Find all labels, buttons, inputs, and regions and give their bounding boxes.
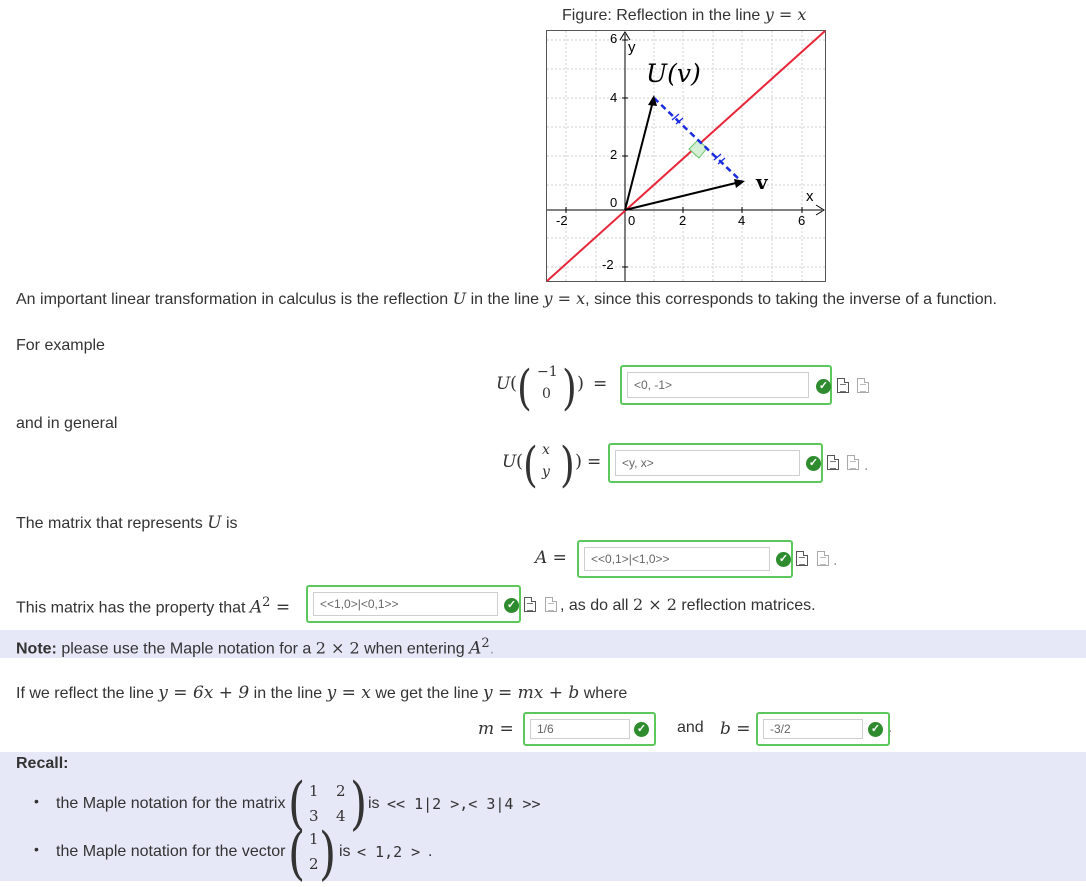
intro-text-1: An important linear transformation in calculus is the reflection — [16, 291, 453, 308]
note-size: 2 × 2 — [315, 638, 360, 658]
reflect-and: and — [677, 719, 704, 736]
reflect-m-check-icon: ✓ — [634, 722, 649, 737]
recall-bullet-1: • — [34, 793, 39, 809]
recall-m21: 3 — [309, 807, 319, 825]
general-check-icon: ✓ — [806, 456, 821, 471]
recall-v1: 1 — [309, 830, 319, 848]
example-bigparen-close: ) — [562, 360, 577, 415]
recall-matrix-paren-close: ) — [350, 771, 368, 838]
recall-m12: 2 — [336, 782, 346, 800]
matrix-answer-box — [577, 540, 793, 578]
recall-item-1-is: is — [368, 795, 380, 812]
property-answer-box — [306, 585, 521, 623]
general-expression — [502, 437, 610, 492]
example-label: For example — [16, 337, 105, 354]
reflect-eq3: y = mx + b — [482, 683, 580, 703]
property-sup: 2 — [262, 595, 271, 610]
tick-label-x-0: 0 — [628, 213, 636, 228]
general-paren-close: ) — [575, 451, 583, 472]
recall-vector-paren-open: ( — [288, 821, 306, 887]
example-vec-top: −1 — [537, 364, 558, 380]
tick-label-x-4: 4 — [738, 213, 746, 228]
property-answer-input[interactable] — [313, 592, 498, 616]
note-sup: 2 — [481, 636, 490, 651]
axis-label-y: y — [628, 39, 636, 56]
intro-text-2: in the line — [466, 291, 544, 308]
label-u-of-v: U(v) — [646, 59, 701, 88]
property-tail — [560, 595, 816, 615]
general-vec-top: x — [542, 442, 550, 458]
property-document-icon[interactable] — [545, 597, 557, 612]
matrix-check-icon: ✓ — [776, 552, 791, 567]
tick-label-x-6: 6 — [798, 213, 806, 228]
matrix-text-2: is — [221, 515, 238, 532]
general-bigparen-open: ( — [523, 437, 538, 492]
example-bigparen-open: ( — [517, 360, 532, 415]
recall-title: Recall: — [16, 755, 69, 772]
recall-vector — [288, 821, 337, 887]
matrix-document-icon[interactable] — [817, 551, 829, 566]
note-bold: Note: — [16, 640, 57, 658]
reflect-text-1: If we reflect the line — [16, 685, 159, 702]
tick-label-y-neg2: -2 — [602, 257, 614, 272]
property-size: 2 × 2 — [632, 595, 677, 614]
tick-label-y-2: 2 — [610, 147, 618, 162]
figure-caption — [562, 5, 806, 25]
property-lead — [16, 595, 290, 617]
property-text-3: reflection matrices. — [676, 597, 816, 614]
recall-bullet-2: • — [34, 841, 39, 857]
example-answer-box — [620, 365, 832, 405]
note-text-1: please use the Maple notation for a — [56, 640, 316, 658]
reflect-b-label: b = — [720, 719, 751, 739]
general-preview-icon[interactable] — [827, 455, 839, 470]
reflect-b-check-icon: ✓ — [868, 722, 883, 737]
reflect-text-3: we get the line — [370, 685, 483, 702]
example-equals: = — [593, 374, 608, 394]
property-a: A — [249, 597, 263, 618]
tick-label-x-2: 2 — [679, 213, 687, 228]
matrix-answer-input[interactable] — [584, 547, 770, 571]
intro-line: y = x — [543, 289, 586, 308]
property-text-2: , as do all — [560, 597, 633, 614]
reflect-eq2: y = x — [326, 683, 371, 703]
example-check-icon: ✓ — [816, 379, 831, 394]
note-text — [16, 636, 494, 658]
note-a: A — [469, 638, 482, 659]
recall-band — [0, 752, 1086, 881]
recall-matrix-paren-open: ( — [288, 771, 306, 838]
reflection-graph — [546, 30, 826, 282]
matrix-preview-icon[interactable] — [796, 551, 808, 566]
tick-label-y-6: 6 — [610, 31, 618, 46]
general-trailing-period: . — [864, 457, 869, 474]
recall-m22: 4 — [336, 807, 346, 825]
reflect-text-4: where — [579, 685, 628, 702]
figure-caption-math: y = x — [764, 5, 807, 24]
intro-u: U — [452, 289, 467, 308]
example-preview-icon[interactable] — [837, 378, 849, 393]
general-equals: = — [587, 452, 602, 472]
recall-vector-paren-close: ) — [319, 821, 337, 887]
property-preview-icon[interactable] — [524, 597, 536, 612]
matrix-sentence — [16, 513, 238, 533]
example-paren-close: ) — [577, 373, 585, 394]
general-answer-input[interactable] — [615, 450, 800, 476]
tick-label-y-0: 0 — [610, 195, 618, 210]
figure-caption-text: Figure: Reflection in the line — [562, 7, 765, 24]
reflect-b-input[interactable] — [763, 719, 863, 739]
tick-label-x-neg2: -2 — [556, 213, 568, 228]
label-v: v — [756, 170, 768, 194]
general-answer-box — [608, 443, 823, 483]
note-text-2: when entering — [359, 640, 470, 658]
matrix-lhs: A = — [535, 548, 567, 568]
recall-item-1-text: the Maple notation for the matrix — [56, 795, 286, 812]
example-u: U — [496, 374, 511, 394]
property-check-icon: ✓ — [504, 598, 519, 613]
general-u: U — [502, 452, 517, 472]
recall-item-1-code: << 1|2 >,< 3|4 >> — [387, 795, 541, 813]
property-text-1: This matrix has the property that — [16, 599, 250, 617]
intro-text-3: , since this corresponds to taking the inverse of a function. — [585, 291, 997, 308]
property-eq: = — [270, 597, 291, 618]
reflect-text-2: in the line — [249, 685, 327, 702]
example-document-icon[interactable] — [857, 378, 869, 393]
tick-label-y-4: 4 — [610, 90, 618, 105]
matrix-trailing-period: . — [833, 552, 838, 569]
general-bigparen-close: ) — [560, 437, 575, 492]
matrix-u: U — [207, 513, 222, 533]
example-expression — [496, 360, 616, 415]
matrix-text-1: The matrix that represents — [16, 515, 208, 532]
reflect-sentence — [16, 683, 627, 703]
example-paren-open: ( — [510, 373, 518, 394]
example-vec-bottom: 0 — [542, 386, 551, 402]
reflect-eq1: y = 6x + 9 — [158, 683, 250, 703]
general-document-icon[interactable] — [847, 455, 859, 470]
note-trailing: . — [489, 640, 495, 658]
reflect-m-input[interactable] — [530, 719, 630, 739]
general-vec-bottom: y — [542, 464, 550, 480]
recall-item-2-trailing: . — [428, 843, 433, 860]
recall-item-2-text: the Maple notation for the vector — [56, 843, 286, 860]
example-answer-input[interactable] — [627, 372, 809, 398]
reflect-m-label: m = — [478, 719, 514, 739]
axis-label-x: x — [806, 188, 814, 205]
recall-item-2-code: < 1,2 > — [357, 843, 421, 861]
general-label: and in general — [16, 415, 118, 432]
recall-v2: 2 — [309, 855, 319, 873]
intro-paragraph — [16, 289, 997, 309]
general-paren-open: ( — [516, 451, 524, 472]
recall-item-2-is: is — [339, 843, 351, 860]
reflect-trailing-period: . — [888, 719, 893, 736]
recall-m11: 1 — [309, 782, 319, 800]
